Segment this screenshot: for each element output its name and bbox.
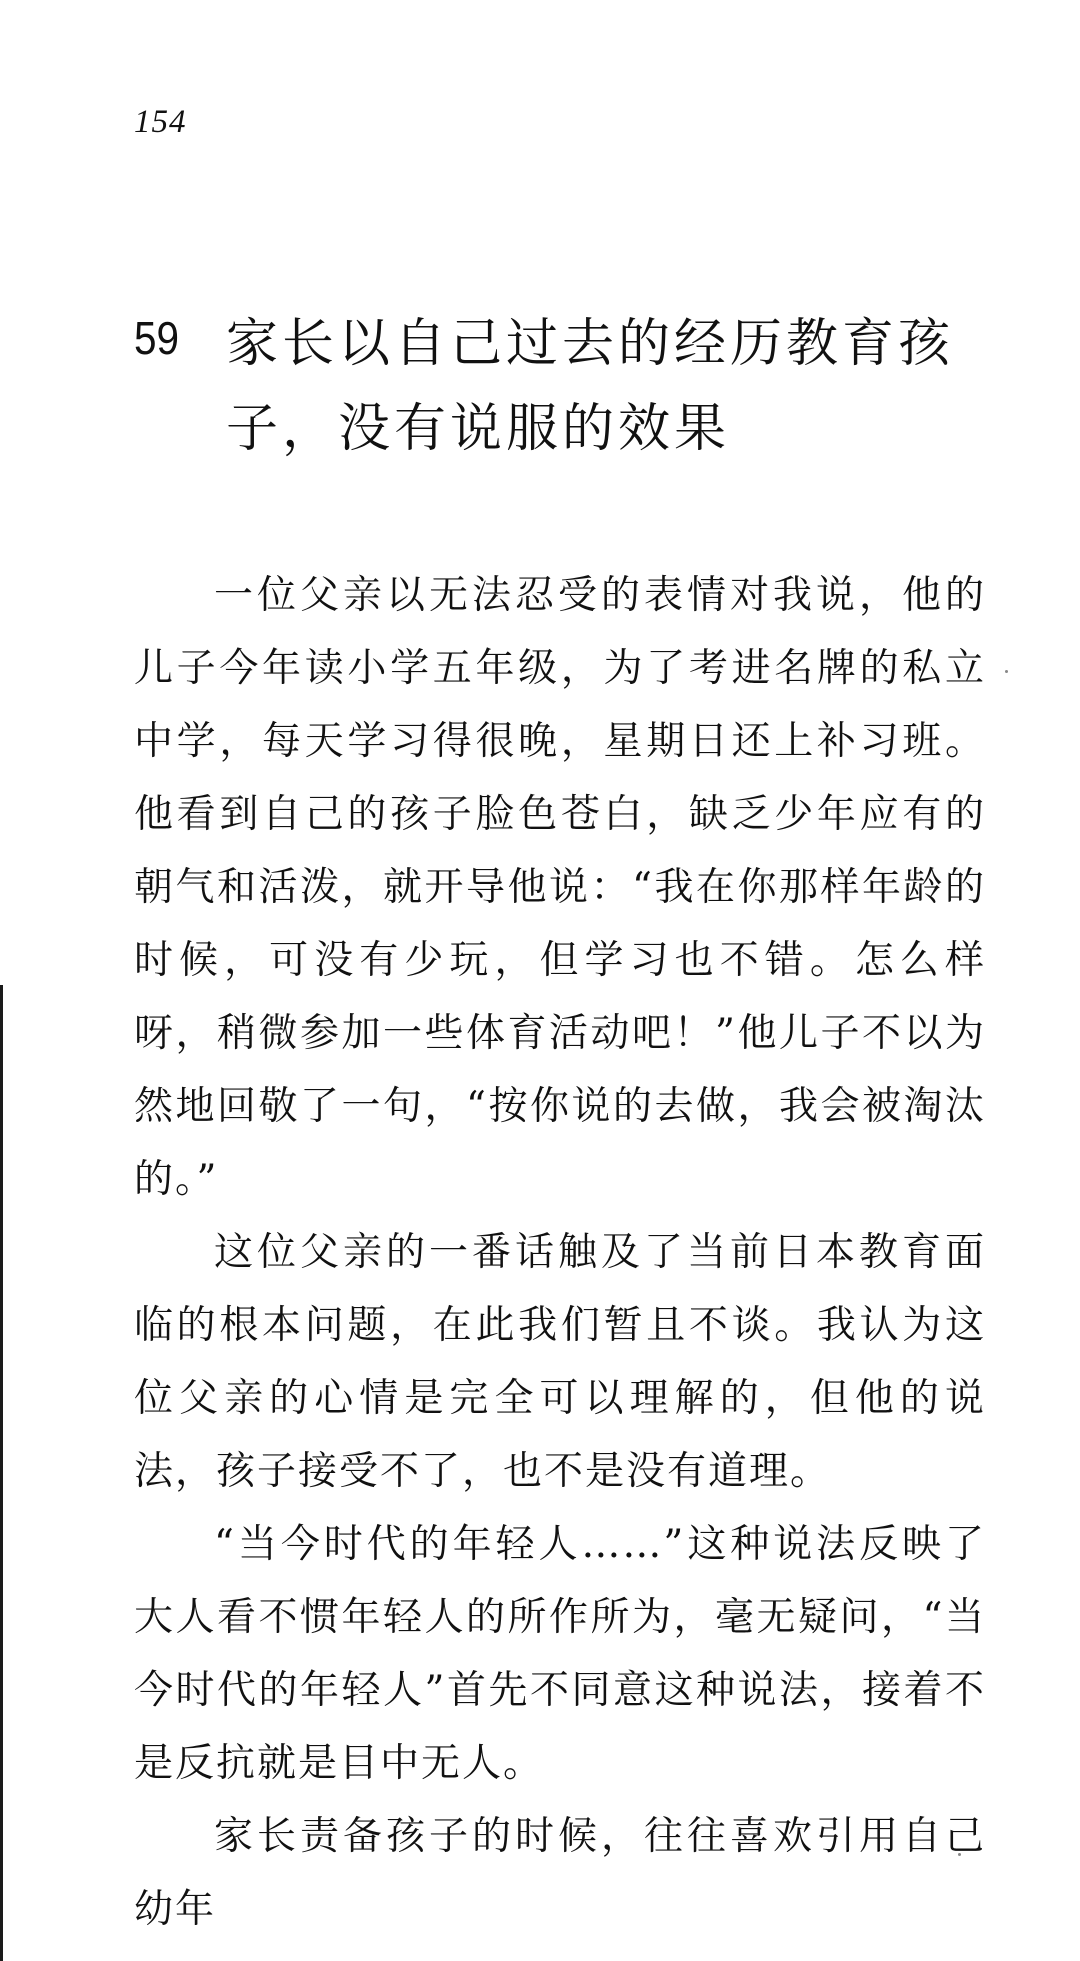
body-text — [134, 559, 986, 1946]
paragraph: “当今时代的年轻人……”这种说法反映了大人看不惯年轻人的所作所为，毫无疑问，“当今时代的年轻人”首先不同意这种说法，接着不是反抗就是目中无人。 — [134, 1522, 986, 1786]
section-number: 59 — [134, 312, 180, 364]
paragraph: 一位父亲以无法忍受的表情对我说，他的儿子今年读小学五年级，为了考进名牌的私立中学，每天学习得很晚，星期日还上补习班。他看到自己的孩子脸色苍白，缺乏少年应有的朝气和活泼，就开导他说：“我在你那样年龄的时候，可没有少玩，但学习也不错。怎么样呀，稍微参加一些体育活动吧！”他儿子不以为然地回敬了一句，“按你说的去做，我会被淘汰的。” — [134, 573, 986, 1202]
page-number: 154 — [134, 104, 187, 140]
section-heading — [134, 302, 988, 472]
scan-speck — [1005, 670, 1008, 673]
paragraph: 家长责备孩子的时候，往往喜欢引用自己幼年 — [134, 1814, 986, 1932]
paragraph: 这位父亲的一番话触及了当前日本教育面临的根本问题，在此我们暂且不谈。我认为这位父亲的心情是完全可以理解的，但他的说法，孩子接受不了，也不是没有道理。 — [134, 1230, 986, 1494]
section-title: 家长以自己过去的经历教育孩子，没有说服的效果 — [226, 314, 955, 459]
scan-edge-line — [0, 985, 3, 1961]
